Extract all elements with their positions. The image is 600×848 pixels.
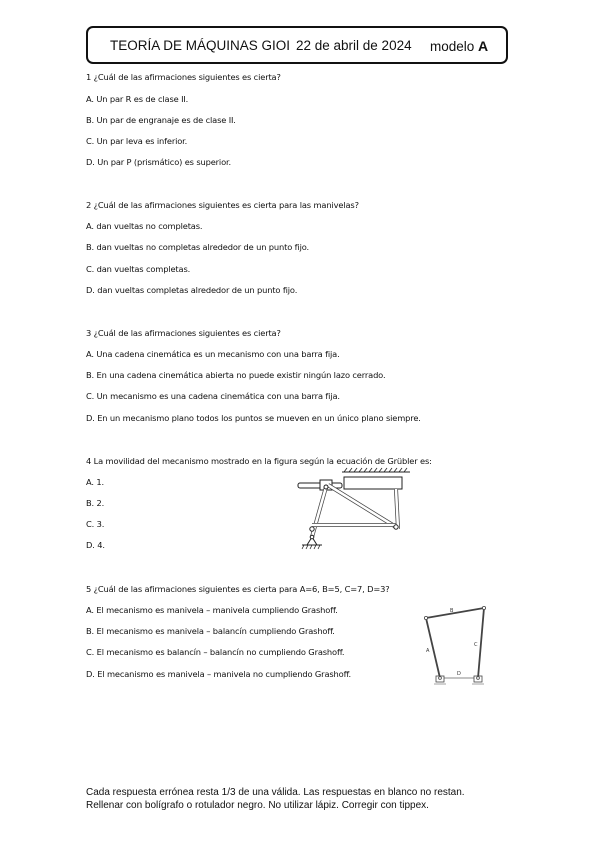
option-4c[interactable]: C. 3. (86, 519, 105, 529)
joint (424, 616, 427, 619)
question-2: 2 ¿Cuál de las afirmaciones siguientes es cierta para las manivelas? (86, 200, 359, 210)
option-3b[interactable]: B. En una cadena cinemática abierta no puede existir ningún lazo cerrado. (86, 370, 386, 380)
option-3c[interactable]: C. Un mecanismo es una cadena cinemática con una barra fija. (86, 391, 340, 401)
option-5b[interactable]: B. El mecanismo es manivela – balancín cumpliendo Grashoff. (86, 626, 335, 636)
question-1: 1 ¿Cuál de las afirmaciones siguientes es cierta? (86, 72, 281, 82)
model-label: modelo (430, 39, 475, 54)
slider-guide (344, 477, 402, 489)
option-2c[interactable]: C. dan vueltas completas. (86, 264, 191, 274)
label-d: D (457, 671, 461, 677)
link-c (478, 608, 484, 678)
exam-model (430, 38, 488, 54)
joint (310, 527, 314, 531)
ground-hatch-top (344, 468, 407, 472)
option-4a[interactable]: A. 1. (86, 477, 104, 487)
joint (324, 485, 328, 489)
option-3a[interactable]: A. Una cadena cinemática es un mecanismo con una barra fija. (86, 349, 340, 359)
ground-hatch-bottom (302, 545, 320, 549)
mechanism-figure-q4 (292, 467, 414, 551)
option-5d[interactable]: D. El mecanismo es manivela – manivela no cumpliendo Grashoff. (86, 669, 352, 679)
joint (439, 677, 442, 680)
option-2a[interactable]: A. dan vueltas no completas. (86, 221, 203, 231)
option-1c[interactable]: C. Un par leva es inferior. (86, 136, 188, 146)
option-5c[interactable]: C. El mecanismo es balancín – balancín no cumpliendo Grashoff. (86, 647, 345, 657)
option-1a[interactable]: A. Un par R es de clase II. (86, 94, 189, 104)
question-3: 3 ¿Cuál de las afirmaciones siguientes es cierta? (86, 328, 281, 338)
option-3d[interactable]: D. En un mecanismo plano todos los puntos se mueven en un único plano siempre. (86, 413, 421, 423)
option-4b[interactable]: B. 2. (86, 498, 105, 508)
footer-line-2: Rellenar con bolígrafo o rotulador negro. No utilizar lápiz. Corregir con tippex. (86, 800, 429, 811)
link-b (426, 608, 484, 618)
label-b: B (450, 608, 454, 614)
exam-date: 22 de abril de 2024 (296, 38, 412, 53)
joint (482, 606, 485, 609)
exam-header (86, 26, 508, 64)
label-c: C (474, 642, 478, 648)
option-2b[interactable]: B. dan vueltas no completas alrededor de un punto fijo. (86, 242, 310, 252)
label-a: A (426, 648, 430, 654)
option-4d[interactable]: D. 4. (86, 540, 105, 550)
four-bar-figure-q5 (418, 604, 498, 690)
option-2d[interactable]: D. dan vueltas completas alrededor de un punto fijo. (86, 285, 298, 295)
course-title: TEORÍA DE MÁQUINAS GIOI (110, 38, 291, 53)
model-letter: A (478, 38, 489, 54)
joint (477, 677, 480, 680)
option-1b[interactable]: B. Un par de engranaje es de clase II. (86, 115, 236, 125)
joint (394, 525, 398, 529)
question-4: 4 La movilidad del mecanismo mostrado en la figura según la ecuación de Grübler es: (86, 456, 432, 466)
option-5a[interactable]: A. El mecanismo es manivela – manivela cumpliendo Grashoff. (86, 605, 338, 615)
instructions-footer (86, 786, 465, 812)
footer-line-1: Cada respuesta errónea resta 1/3 de una válida. Las respuestas en blanco no restan. (86, 787, 465, 798)
question-5: 5 ¿Cuál de las afirmaciones siguientes es cierta para A=6, B=5, C=7, D=3? (86, 584, 390, 594)
option-1d[interactable]: D. Un par P (prismático) es superior. (86, 157, 231, 167)
